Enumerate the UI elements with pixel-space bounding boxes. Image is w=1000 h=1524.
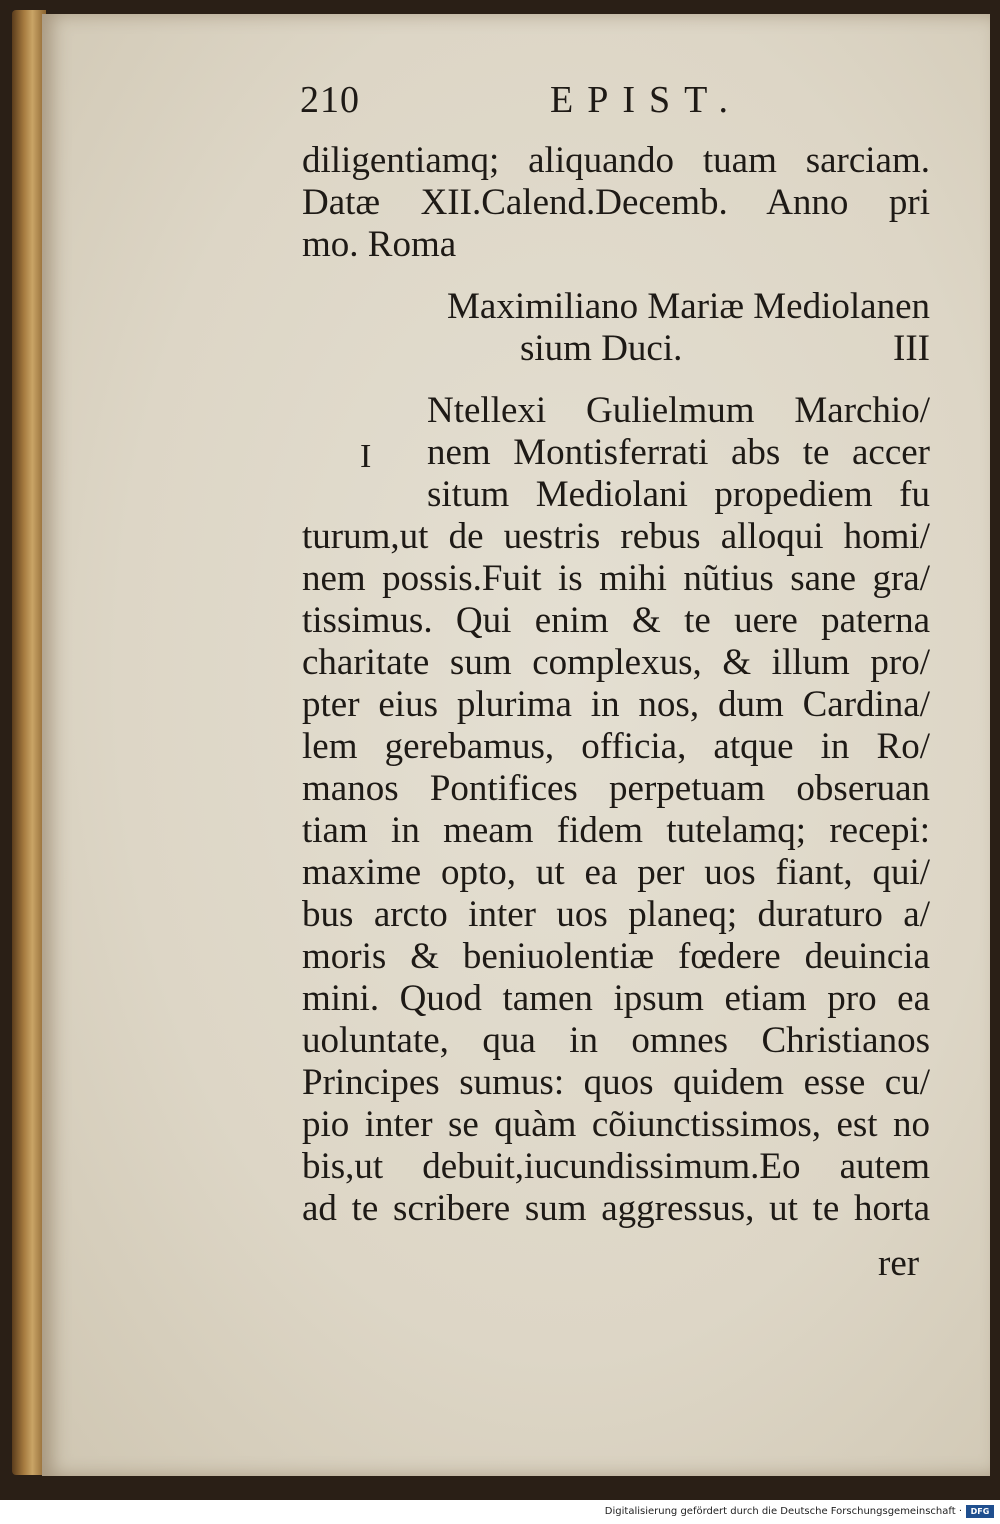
footer-text: Digitalisierung gefördert durch die Deutsche Forschungsgemeinschaft · (604, 1506, 962, 1517)
text-line: tiam in meam fidem tutelamq; recepi: (302, 810, 930, 851)
text-line: bis,ut debuit,iucundissimum.Eo autem (302, 1146, 930, 1187)
page-number: 210 (300, 79, 360, 121)
text-line: tissimus. Qui enim & te uere paterna (302, 600, 930, 641)
text-line: mo. Roma (302, 224, 457, 265)
text-line: situm Mediolani propediem fu (427, 474, 930, 515)
top-text-block (302, 140, 930, 266)
letter-heading (300, 286, 930, 370)
heading-line-text: sium Duci. (520, 328, 683, 369)
text-line: uoluntate, qua in omnes Christianos (302, 1020, 930, 1061)
text-line: moris & beniuolentiæ fœdere deuincia (302, 936, 930, 977)
text-line: pio inter se quàm cõiunctissimos, est no (302, 1104, 930, 1145)
text-line: ad te scribere sum aggressus, ut te horta (302, 1188, 930, 1229)
text-line: Principes sumus: quos quidem esse cu/ (302, 1062, 930, 1103)
initial-letter: I (360, 438, 372, 475)
text-line: Datæ XII.Calend.Decemb. Anno pri (302, 182, 930, 223)
text-line: pter eius plurima in nos, dum Cardina/ (302, 684, 930, 725)
letter-body (302, 390, 930, 1230)
text-line: turum,ut de uestris rebus alloqui homi/ (302, 516, 930, 557)
text-line: bus arcto inter uos planeq; duraturo a/ (302, 894, 930, 935)
text-line: maxime opto, ut ea per uos fiant, qui/ (302, 852, 930, 893)
letter-number: III (893, 328, 930, 369)
text-line: mini. Quod tamen ipsum etiam pro ea (302, 978, 930, 1019)
text-line: nem possis.Fuit is mihi nũtius sane gra/ (302, 558, 930, 599)
text-line: diligentiamq; aliquando tuam sarciam. (302, 140, 930, 181)
digitization-footer (0, 1500, 1000, 1524)
book-edge (12, 10, 46, 1475)
heading-line (300, 328, 930, 370)
running-head: EPIST. (550, 79, 743, 121)
text-line: charitate sum complexus, & illum pro/ (302, 642, 930, 683)
text-line: nem Montisferrati abs te accer (427, 432, 930, 473)
dfg-logo-icon: DFG (966, 1505, 994, 1518)
page-header (300, 78, 940, 128)
text-line: lem gerebamus, officia, atque in Ro/ (302, 726, 930, 767)
text-line: manos Pontifices perpetuam obseruan (302, 768, 930, 809)
heading-line: Maximiliano Mariæ Mediolanen (447, 286, 930, 327)
catchword: rer (878, 1243, 920, 1284)
text-line: Ntellexi Gulielmum Marchio/ (427, 390, 930, 431)
